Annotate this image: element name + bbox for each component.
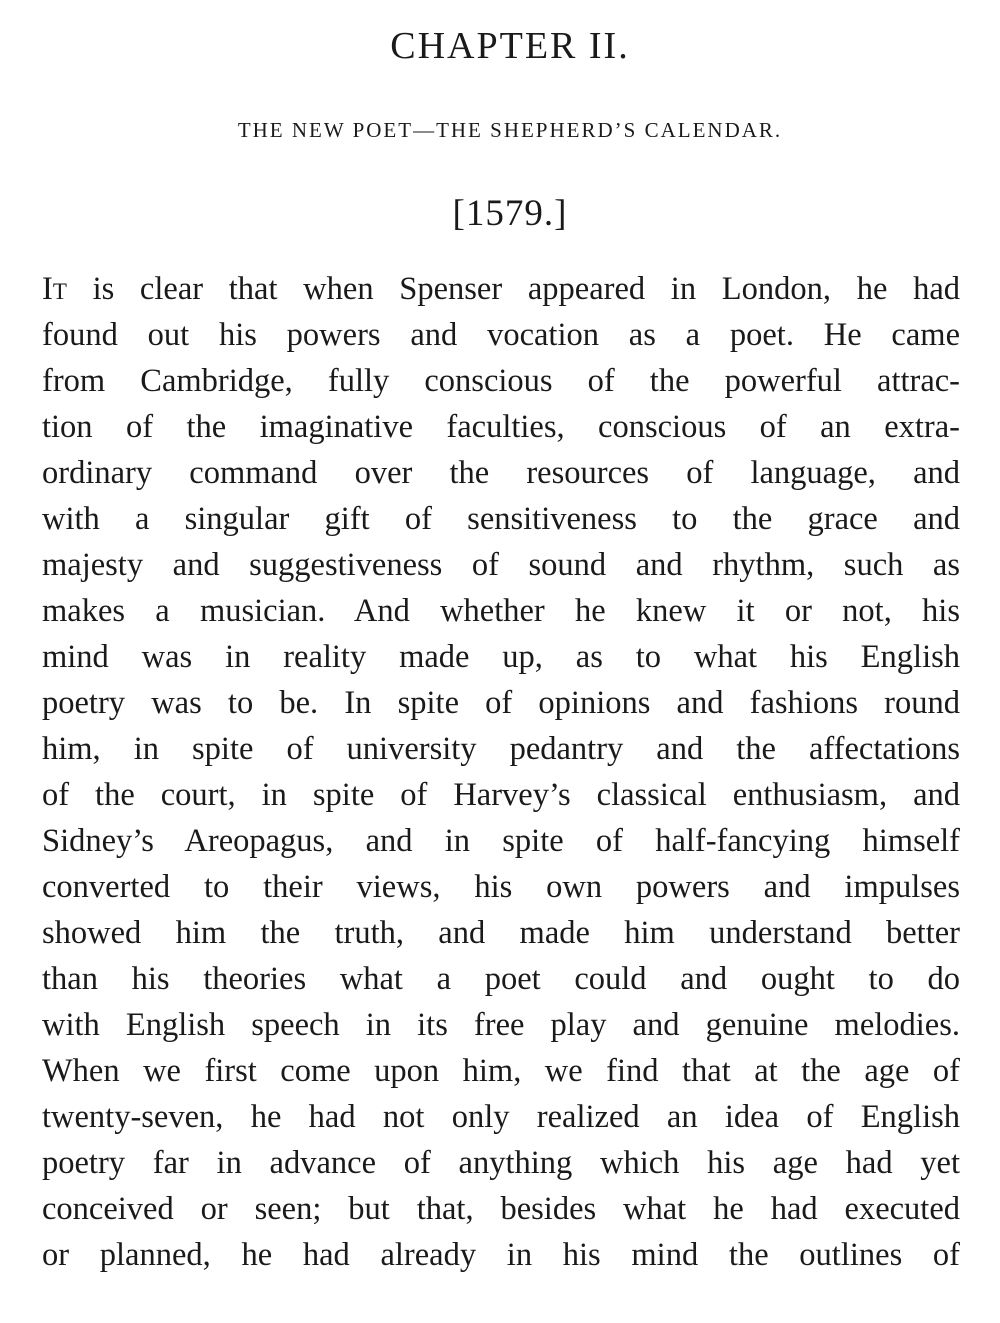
text-line: or planned, he had already in his mind the outlines of [42, 1237, 960, 1273]
text-line: tion of the imaginative faculties, conscious of an extra- [42, 409, 960, 445]
text-line: mind was in reality made up, as to what his English [42, 639, 960, 675]
body-paragraph [42, 266, 960, 1278]
text-line: found out his powers and vocation as a poet. He came [42, 317, 960, 353]
text-line: When we first come upon him, we find that at the age of [42, 1053, 960, 1089]
chapter-heading: CHAPTER II. [390, 25, 630, 67]
text-line: ordinary command over the resources of language, and [42, 455, 960, 491]
opening-smallcaps: It [42, 271, 67, 307]
chapter-year: [1579.] [452, 193, 568, 234]
text-line-rest: is clear that when Spenser appeared in London, he had [66, 271, 960, 307]
text-line [42, 266, 960, 312]
text-line: with a singular gift of sensitiveness to the grace and [42, 501, 960, 537]
text-line: conceived or seen; but that, besides what he had executed [42, 1191, 960, 1227]
text-line: twenty-seven, he had not only realized an idea of English [42, 1099, 960, 1135]
text-line: Sidney’s Areopagus, and in spite of half-fancying himself [42, 823, 960, 859]
text-line: than his theories what a poet could and ought to do [42, 961, 960, 997]
text-line: him, in spite of university pedantry and the affectations [42, 731, 960, 767]
chapter-subtitle: THE NEW POET—THE SHEPHERD’S CALENDAR. [237, 118, 783, 142]
text-line: with English speech in its free play and genuine melodies. [42, 1007, 960, 1043]
text-line: of the court, in spite of Harvey’s classical enthusiasm, and [42, 777, 960, 813]
text-line: showed him the truth, and made him understand better [42, 915, 960, 951]
text-line: poetry was to be. In spite of opinions and fashions round [42, 685, 960, 721]
text-line: from Cambridge, fully conscious of the powerful attrac- [42, 363, 960, 399]
text-line: poetry far in advance of anything which his age had yet [42, 1145, 960, 1181]
text-line: makes a musician. And whether he knew it or not, his [42, 593, 960, 629]
text-line: converted to their views, his own powers and impulses [42, 869, 960, 905]
text-line: majesty and suggestiveness of sound and rhythm, such as [42, 547, 960, 583]
